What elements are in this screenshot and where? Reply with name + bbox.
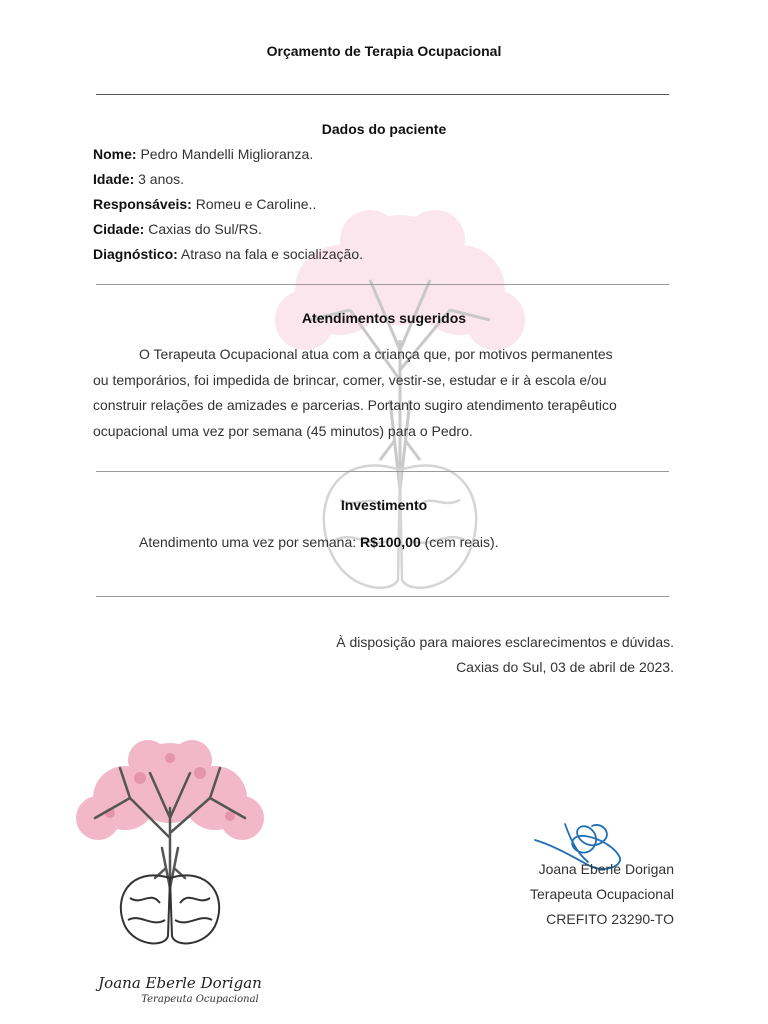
- field-label: Diagnóstico:: [93, 246, 178, 262]
- divider: [96, 94, 669, 95]
- investment-section-heading: Investimento: [340, 497, 428, 513]
- field-label: Cidade:: [93, 221, 145, 237]
- logo-role: Terapeuta Ocupacional: [141, 994, 259, 1005]
- patient-city-field: [93, 221, 262, 237]
- document-title: Orçamento de Terapia Ocupacional: [266, 43, 502, 59]
- investment-suffix: (cem reais).: [420, 534, 499, 550]
- patient-name-field: [93, 146, 313, 162]
- field-value: Pedro Mandelli Miglioranza.: [136, 146, 314, 162]
- divider: [96, 471, 669, 472]
- paragraph-line: O Terapeuta Ocupacional atua com a criança que, por motivos permanentes: [139, 346, 613, 362]
- divider: [96, 596, 669, 597]
- tree-brain-logo-icon: [70, 738, 270, 948]
- patient-age-field: [93, 171, 184, 187]
- patient-guardians-field: [93, 196, 316, 212]
- field-value: 3 anos.: [134, 171, 185, 187]
- patient-diagnosis-field: [93, 246, 363, 262]
- signer-registry: CREFITO 23290-TO: [546, 911, 674, 927]
- field-value: Romeu e Caroline..: [191, 196, 317, 212]
- field-value: Atraso na fala e socialização.: [177, 246, 364, 262]
- field-label: Nome:: [93, 146, 137, 162]
- closing-date: Caxias do Sul, 03 de abril de 2023.: [456, 659, 674, 675]
- investment-line: [139, 534, 499, 550]
- paragraph-line: construir relações de amizades e parcerias. Portanto sugiro atendimento terapêutico: [93, 397, 617, 413]
- sessions-section-heading: Atendimentos sugeridos: [301, 310, 467, 326]
- signer-name: Joana Eberle Dorigan: [538, 861, 674, 877]
- sessions-paragraph: [93, 342, 678, 444]
- closing-availability: À disposição para maiores esclarecimentos e dúvidas.: [336, 634, 674, 650]
- paragraph-line: ocupacional uma vez por semana (45 minutos) para o Pedro.: [93, 422, 473, 439]
- divider: [96, 284, 669, 285]
- patient-section-heading: Dados do paciente: [321, 121, 447, 137]
- investment-prefix: Atendimento uma vez por semana:: [139, 534, 361, 550]
- investment-amount: R$100,00: [360, 534, 421, 550]
- field-label: Responsáveis:: [93, 196, 192, 212]
- field-label: Idade:: [93, 171, 135, 187]
- field-value: Caxias do Sul/RS.: [144, 221, 262, 237]
- signer-role: Terapeuta Ocupacional: [530, 886, 674, 902]
- paragraph-line: ou temporários, foi impedida de brincar, comer, vestir-se, estudar e ir à escola e/ou: [93, 371, 607, 388]
- logo-name: Joana Eberle Dorigan: [98, 974, 262, 992]
